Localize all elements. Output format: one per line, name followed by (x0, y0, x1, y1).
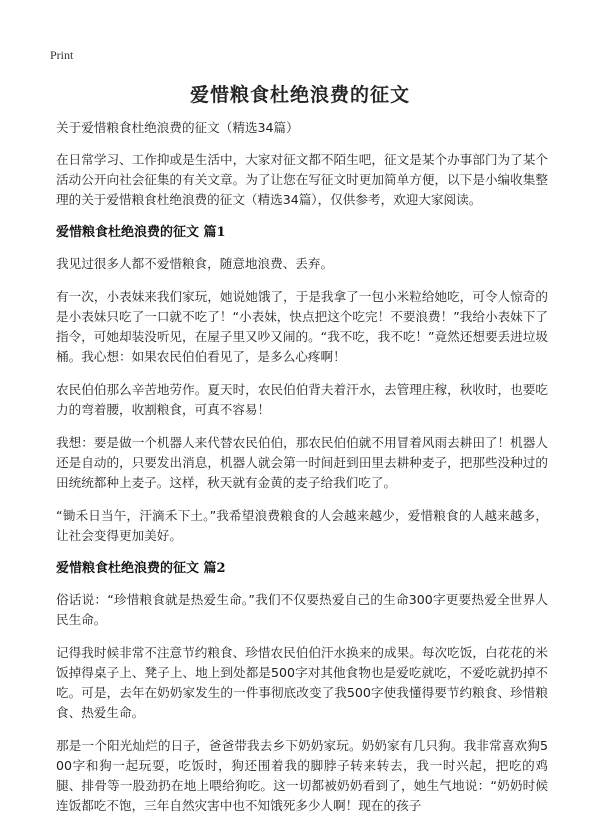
section-heading-1: 爱惜粮食杜绝浪费的征文 篇1 (56, 225, 226, 240)
section1-paragraph-5: “锄禾日当午，汗滴禾下土。”我希望浪费粮食的人会越来越少，爱惜粮食的人越来越多，让社会变得更加美好。 (56, 508, 548, 543)
document-body (56, 118, 548, 828)
section2-paragraph-2: 记得我时候非常不注意节约粮食、珍惜农民伯伯汗水换来的成果。每次吃饭，白花花的米饭掉得桌子上、凳子上、地上到处都是500字对其他食物也是爱吃就吃，不爱吃就扔掉不吃。可是，去年在奶奶家发生的一件事彻底改变了我500字使我懂得要节约粮食、珍惜粮食、热爱生命。 (56, 645, 548, 720)
section1-paragraph-1: 我见过很多人都不爱惜粮食，随意地浪费、丢弃。 (56, 256, 334, 271)
section1-paragraph-2: 有一次，小表妹来我们家玩，她说她饿了，于是我拿了一包小米粒给她吃，可令人惊奇的是小表妹只吃了一口就不吃了！“小表妹，快点把这个吃完！不要浪费！”我给小表妹下了指令，可她却装没听见，在屋子里又吵又闹的。“我不吃，我不吃！”竟然还想要丢进垃圾桶。我心想：如果农民伯伯看见了，是多么心疼啊！ (56, 289, 548, 364)
section2-paragraph-1: 俗话说：“珍惜粮食就是热爱生命。”我们不仅要热爱自己的生命300字更要热爱全世界人民生命。 (56, 592, 548, 627)
intro-paragraph: 在日常学习、工作抑或是生活中，大家对征文都不陌生吧，征文是某个办事部门为了某个活动公开向社会征集的有关文章。为了让您在写征文时更加简单方便，以下是小编收集整理的关于爱惜粮食杜绝浪费的征文（精选34篇），仅供参考，欢迎大家阅读。 (56, 152, 548, 207)
page-title: 爱惜粮食杜绝浪费的征文 (189, 84, 410, 106)
section1-paragraph-3: 农民伯伯那么辛苦地劳作。夏天时，农民伯伯背夫着汗水，去管理庄稼，秋收时，也要吃力的弯着腰，收割粮食，可真不容易！ (56, 382, 548, 417)
section-heading-2: 爱惜粮食杜绝浪费的征文 篇2 (56, 561, 226, 576)
section2-paragraph-3: 那是一个阳光灿烂的日子，爸爸带我去乡下奶奶家玩。奶奶家有几只狗。我非常喜欢狗500字和狗一起玩耍，吃饭时，狗还围着我的脚脖子转来转去，我一时兴起，把吃的鸡腿、排骨等一股劲扔在地上喂给狗吃。这一切都被奶奶看到了，她生气地说：“奶奶时候连饭都吃不饱，三年自然灾害中也不知饿死多少人啊！现在的孩子 (56, 738, 548, 813)
section1-paragraph-4: 我想：要是做一个机器人来代替农民伯伯，那农民伯伯就不用冒着风雨去耕田了！机器人还是自动的，只要发出消息，机器人就会第一时间赶到田里去耕种麦子，把那些没种过的田统统都种上麦子。这样，秋天就有金黄的麦子给我们吃了。 (56, 435, 548, 490)
document-subtitle: 关于爱惜粮食杜绝浪费的征文（精选34篇） (56, 120, 299, 135)
print-link[interactable]: Print (50, 48, 74, 62)
